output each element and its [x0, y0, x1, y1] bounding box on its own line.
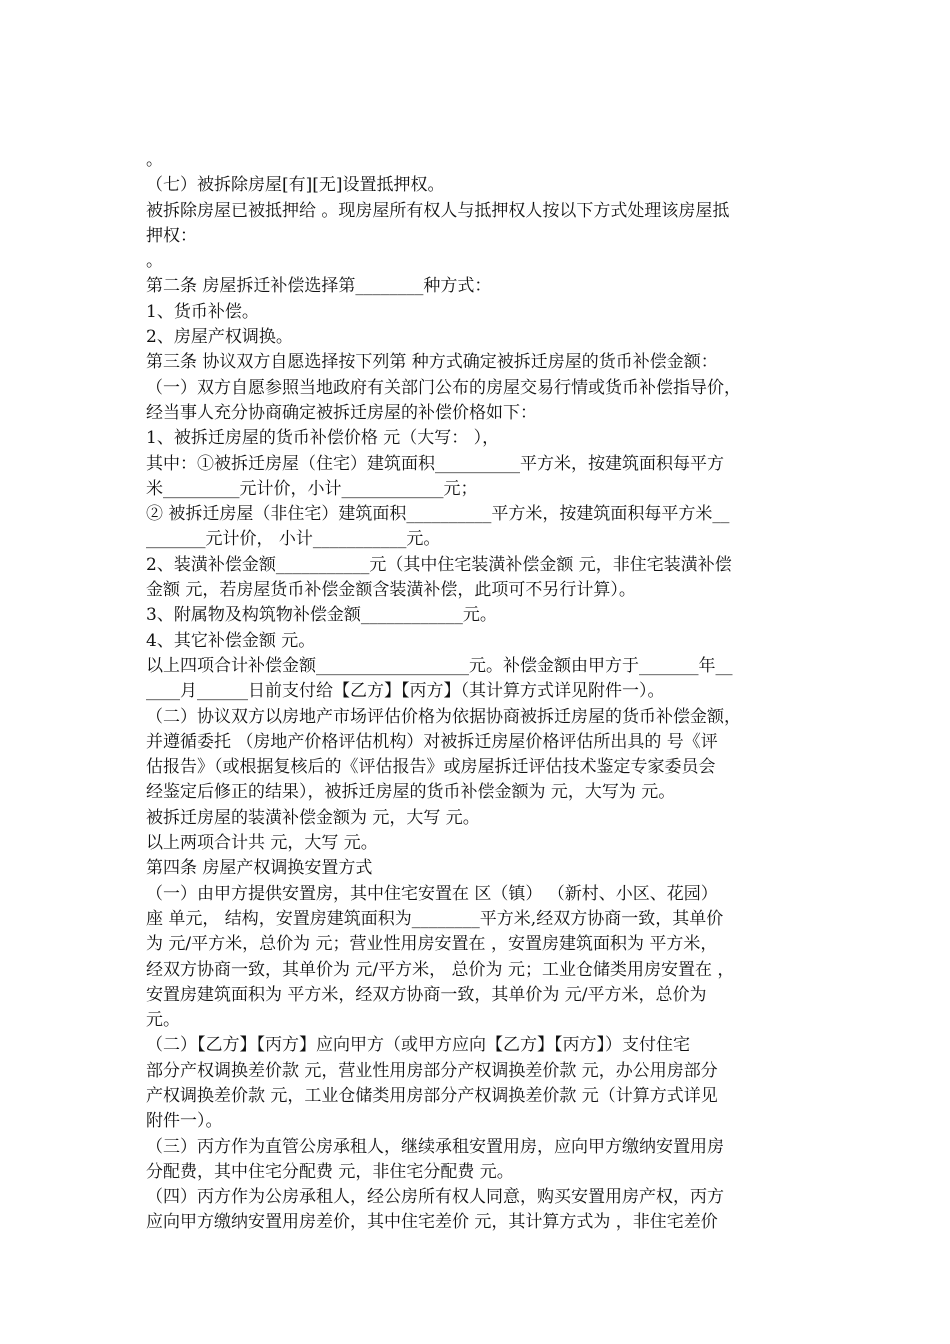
- text-line: （二）【乙方】【丙方】应向甲方（或甲方应向【乙方】【丙方】）支付住宅: [146, 1035, 690, 1056]
- text-line: 经当事人充分协商确定被拆迁房屋的补偿价格如下：: [146, 402, 537, 423]
- text-line: 2、房屋产权调换。: [146, 327, 293, 348]
- text-line: 经双方协商一致，其单价为 元/平方米， 总价为 元；工业仓储类用房安置在 ，: [146, 959, 735, 980]
- text-line: 产权调换差价款 元，工业仓储类用房部分产权调换差价款 元（计算方式详见: [146, 1085, 718, 1106]
- text-line: 米_________元计价，小计____________元；: [146, 478, 478, 499]
- text-line: （一）由甲方提供安置房，其中住宅安置在 区（镇） （新村、小区、花园）: [146, 883, 718, 904]
- text-line: 元。: [146, 1010, 180, 1031]
- text-line: 。: [146, 251, 163, 272]
- text-line: （一）双方自愿参照当地政府有关部门公布的房屋交易行情或货币补偿指导价，: [146, 377, 741, 398]
- text-line: （二）协议双方以房地产市场评估价格为依据协商被拆迁房屋的货币补偿金额，: [146, 706, 741, 727]
- article-heading: 第二条 房屋拆迁补偿选择第________种方式：: [146, 276, 492, 297]
- text-line: 4、其它补偿金额 元。: [146, 630, 316, 651]
- text-line: 估报告》（或根据复核后的《评估报告》或房屋拆迁评估技术鉴定专家委员会: [146, 757, 716, 778]
- text-line: （四）丙方作为公房承租人，经公房所有权人同意，购买安置用房产权，丙方: [146, 1187, 724, 1208]
- text-line: 座 单元， 结构，安置房建筑面积为________平方米,经双方协商一致，其单价: [146, 908, 724, 929]
- document-body: [146, 148, 806, 1236]
- text-line: 以上两项合计共 元，大写 元。: [146, 833, 378, 854]
- text-line: 其中：①被拆迁房屋（住宅）建筑面积__________平方米，按建筑面积每平方: [146, 453, 724, 474]
- text-line: 为 元/平方米，总价为 元；营业性用房安置在 ，安置房建筑面积为 平方米，: [146, 934, 718, 955]
- text-line: 3、附属物及构筑物补偿金额____________元。: [146, 605, 497, 626]
- text-line: 押权：: [146, 225, 197, 246]
- text-line: 。: [146, 150, 163, 170]
- text-line: _______元计价， 小计___________元。: [146, 529, 441, 550]
- article-heading: 第三条 协议双方自愿选择按下列第 种方式确定被拆迁房屋的货币补偿金额：: [146, 352, 718, 373]
- text-line: 经鉴定后修正的结果），被拆迁房屋的货币补偿金额为 元，大写为 元。: [146, 782, 676, 803]
- article-heading: 第四条 房屋产权调换安置方式: [146, 858, 373, 879]
- text-line: 部分产权调换差价款 元，营业性用房部分产权调换差价款 元，办公用房部分: [146, 1060, 718, 1081]
- text-line: 应向甲方缴纳安置用房差价，其中住宅差价 元，其计算方式为 ，非住宅差价: [146, 1212, 718, 1233]
- text-line: ____月______日前支付给【乙方】【丙方】（其计算方式详见附件一）。: [146, 681, 665, 702]
- text-line: 金额 元，若房屋货币补偿金额含装潢补偿，此项可不另行计算）。: [146, 580, 636, 601]
- text-line: 1、被拆迁房屋的货币补偿价格 元（大写： ），: [146, 428, 500, 449]
- text-line: 以上四项合计补偿金额__________________元。补偿金额由甲方于_______年__: [146, 655, 733, 676]
- text-line: 1、货币补偿。: [146, 301, 259, 322]
- text-line: 安置房建筑面积为 平方米，经双方协商一致，其单价为 元/平方米，总价为: [146, 984, 707, 1005]
- text-line: 附件一）。: [146, 1111, 223, 1132]
- text-line: （三）丙方作为直管公房承租人，继续承租安置用房，应向甲方缴纳安置用房: [146, 1136, 724, 1157]
- text-line: 被拆除房屋已被抵押给 。现房屋所有权人与抵押权人按以下方式处理该房屋抵: [146, 200, 730, 221]
- text-line: 被拆迁房屋的装潢补偿金额为 元，大写 元。: [146, 807, 480, 828]
- text-line: ② 被拆迁房屋（非住宅）建筑面积__________平方米，按建筑面积每平方米__: [146, 504, 730, 525]
- text-line: 2、装潢补偿金额___________元（其中住宅装潢补偿金额 元，非住宅装潢补偿: [146, 554, 732, 575]
- text-line: 分配费，其中住宅分配费 元，非住宅分配费 元。: [146, 1161, 514, 1182]
- text-line: 并遵循委托 （房地产价格评估机构）对被拆迁房屋价格评估所出具的 号《评: [146, 731, 718, 752]
- text-line: （七）被拆除房屋[有][无]设置抵押权。: [146, 175, 445, 196]
